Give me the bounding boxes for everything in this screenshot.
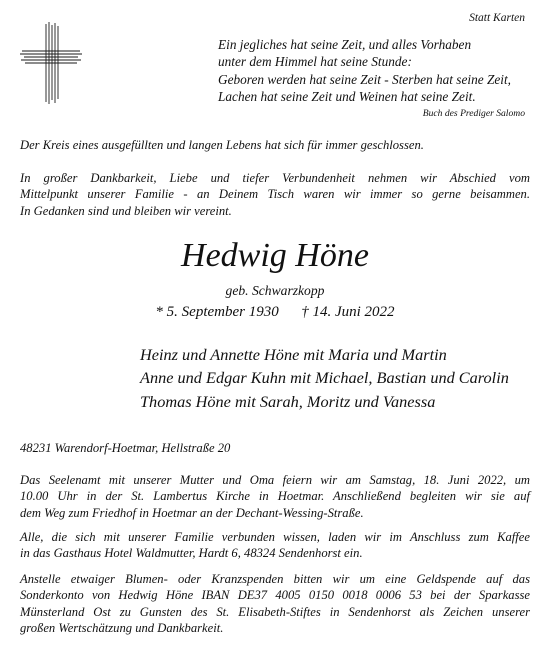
deceased-name: Hedwig Höne: [181, 237, 369, 274]
survivor-line: Thomas Höne mit Sarah, Moritz und Vanessa: [140, 391, 436, 411]
farewell-paragraph: In großer Dankbarkeit, Liebe und tiefer Verbundenheit nehmen wir Abschied vom Mittelpunkt unserer Familie - an Deinem Tisch waren wir immer so gerne beisammen. In Gedanken sind und bleiben wir vereint.: [20, 171, 530, 218]
verse-line: Geboren werden hat seine Zeit - Sterben hat seine Zeit,: [218, 71, 511, 87]
coffee-notice: Alle, die sich mit unserer Familie verbunden wissen, laden wir im Anschluss zum Kaffee in das Gasthaus Hotel Waldmutter, Hardt 6, 48324 Sendenhorst ein.: [20, 530, 530, 561]
cross-icon: [20, 22, 82, 104]
donation-notice: Anstelle etwaiger Blumen- oder Kranzspenden bitten wir um eine Geldspende auf das Sonderkonto von Hedwig Höne IBAN DE37 4005 0150 0018 0006 53 bei der Sparkasse Münsterland Ost zu Gunsten des St. Elisabeth-Stiftes in Sendenhorst als Zeichen unserer großen Wertschätzung und Dankbarkeit.: [20, 572, 530, 635]
verse-line: Ein jegliches hat seine Zeit, und alles Vorhaben: [218, 37, 472, 52]
survivor-line: Heinz und Annette Höne mit Maria und Martin: [140, 345, 447, 364]
verse-line: Lachen hat seine Zeit und Weinen hat seine Zeit.: [218, 89, 476, 105]
intro-line: Der Kreis eines ausgefüllten und langen Lebens hat sich für immer geschlossen.: [20, 138, 424, 152]
survivor-line: Anne und Edgar Kuhn mit Michael, Bastian und Carolin: [140, 368, 509, 388]
bible-verse: [218, 36, 538, 106]
verse-source: Buch des Prediger Salomo: [422, 108, 525, 119]
life-dates: * 5. September 1930 † 14. Juni 2022: [155, 304, 395, 320]
family-address: 48231 Warendorf-Hoetmar, Hellstraße 20: [20, 441, 231, 455]
birth-name: geb. Schwarzkopp: [225, 283, 325, 298]
statt-karten-label: Statt Karten: [469, 12, 525, 24]
survivors-list: [140, 343, 509, 413]
requiem-notice: Das Seelenamt mit unserer Mutter und Oma feiern wir am Samstag, 18. Juni 2022, um 10.00 Uhr in der St. Lambertus Kirche in Hoetmar. Anschließend begleiten wir sie auf dem Weg zum Friedhof in Hoetmar an der Dechant-Wessing-Straße.: [20, 473, 530, 520]
verse-line: unter dem Himmel hat seine Stunde:: [218, 54, 412, 70]
